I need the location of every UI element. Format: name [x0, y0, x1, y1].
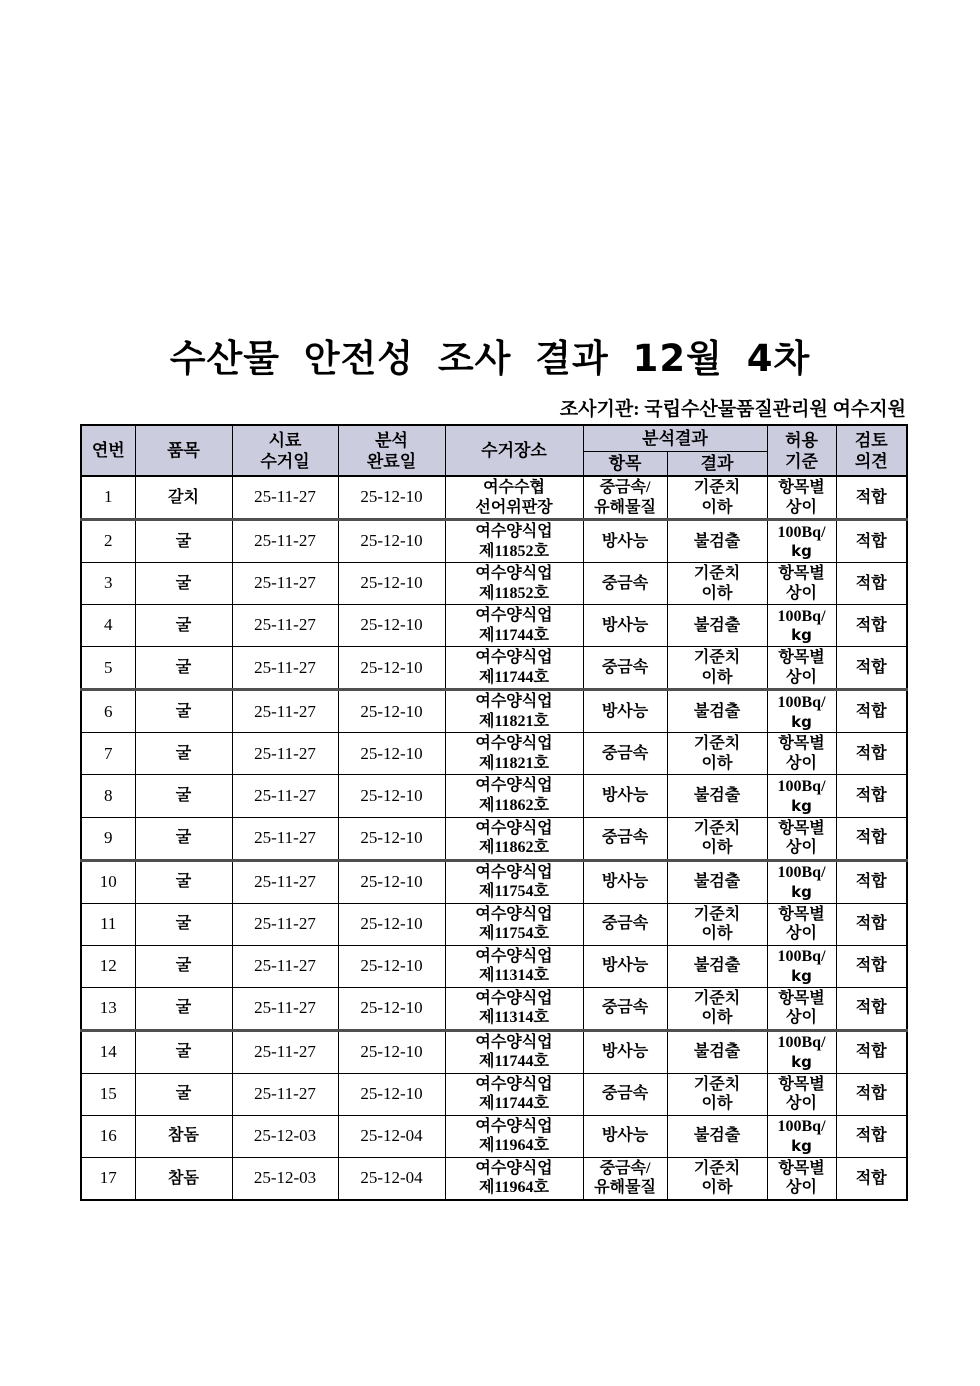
cell-limit: 100Bq/ kg — [767, 605, 836, 647]
cell-sample-date: 25-11-27 — [232, 1073, 338, 1115]
cell-place: 여수양식업 제11852호 — [445, 520, 583, 563]
cell-review: 적합 — [836, 476, 907, 520]
cell-sample-date: 25-11-27 — [232, 903, 338, 945]
cell-analysis-date: 25-12-10 — [338, 647, 445, 690]
cell-analysis-date: 25-12-10 — [338, 563, 445, 605]
col-header-category-label: 항목 — [608, 453, 642, 473]
cell-no: 1 — [81, 476, 135, 520]
cell-review: 적합 — [836, 903, 907, 945]
col-header-result — [667, 451, 767, 476]
cell-place: 여수양식업 제11754호 — [445, 860, 583, 903]
table-row — [81, 987, 907, 1030]
cell-result: 기준치 이하 — [667, 1073, 767, 1115]
table-row — [81, 903, 907, 945]
cell-no: 14 — [81, 1030, 135, 1073]
cell-result: 불검출 — [667, 860, 767, 903]
cell-category: 방사능 — [583, 605, 667, 647]
cell-item: 굴 — [135, 647, 232, 690]
cell-analysis-date: 25-12-04 — [338, 1115, 445, 1157]
table-header — [81, 425, 907, 476]
col-header-limit: 허용 기준 — [767, 425, 836, 476]
cell-place: 여수양식업 제11744호 — [445, 1030, 583, 1073]
cell-analysis-date: 25-12-10 — [338, 987, 445, 1030]
col-header-analysis-result-label: 분석결과 — [642, 428, 708, 448]
cell-item: 참돔 — [135, 1157, 232, 1200]
cell-sample-date: 25-12-03 — [232, 1115, 338, 1157]
cell-analysis-date: 25-12-10 — [338, 520, 445, 563]
cell-category: 중금속 — [583, 1073, 667, 1115]
cell-item: 굴 — [135, 903, 232, 945]
cell-no: 11 — [81, 903, 135, 945]
cell-sample-date: 25-11-27 — [232, 647, 338, 690]
cell-review: 적합 — [836, 775, 907, 817]
cell-sample-date: 25-11-27 — [232, 775, 338, 817]
col-header-item-label: 품목 — [167, 441, 200, 461]
cell-limit: 100Bq/ kg — [767, 690, 836, 733]
cell-analysis-date: 25-12-10 — [338, 476, 445, 520]
cell-sample-date: 25-11-27 — [232, 817, 338, 860]
table-row — [81, 1157, 907, 1200]
cell-no: 7 — [81, 733, 135, 775]
cell-category: 방사능 — [583, 690, 667, 733]
cell-analysis-date: 25-12-10 — [338, 733, 445, 775]
cell-item: 굴 — [135, 987, 232, 1030]
cell-item: 굴 — [135, 860, 232, 903]
cell-no: 17 — [81, 1157, 135, 1200]
cell-category: 방사능 — [583, 860, 667, 903]
cell-result: 불검출 — [667, 690, 767, 733]
cell-limit: 항목별 상이 — [767, 987, 836, 1030]
cell-result: 기준치 이하 — [667, 647, 767, 690]
cell-no: 5 — [81, 647, 135, 690]
cell-place: 여수양식업 제11744호 — [445, 1073, 583, 1115]
col-header-category — [583, 451, 667, 476]
cell-review: 적합 — [836, 520, 907, 563]
cell-review: 적합 — [836, 1073, 907, 1115]
cell-result: 기준치 이하 — [667, 476, 767, 520]
cell-item: 굴 — [135, 690, 232, 733]
cell-sample-date: 25-11-27 — [232, 733, 338, 775]
table-row — [81, 817, 907, 860]
cell-analysis-date: 25-12-10 — [338, 690, 445, 733]
col-header-review: 검토 의견 — [836, 425, 907, 476]
cell-category: 방사능 — [583, 1115, 667, 1157]
table-row — [81, 563, 907, 605]
cell-item: 굴 — [135, 775, 232, 817]
cell-result: 기준치 이하 — [667, 733, 767, 775]
cell-result: 불검출 — [667, 945, 767, 987]
table-row — [81, 1073, 907, 1115]
cell-no: 15 — [81, 1073, 135, 1115]
cell-category: 중금속 — [583, 987, 667, 1030]
cell-result: 불검출 — [667, 605, 767, 647]
cell-limit: 항목별 상이 — [767, 563, 836, 605]
cell-category: 방사능 — [583, 1030, 667, 1073]
cell-no: 16 — [81, 1115, 135, 1157]
cell-item: 갈치 — [135, 476, 232, 520]
cell-sample-date: 25-11-27 — [232, 1030, 338, 1073]
agency-line: 조사기관: 국립수산물품질관리원 여수지원 — [559, 399, 906, 421]
cell-category: 중금속/ 유해물질 — [583, 476, 667, 520]
cell-review: 적합 — [836, 1030, 907, 1073]
cell-limit: 100Bq/ kg — [767, 1030, 836, 1073]
cell-item: 굴 — [135, 1030, 232, 1073]
cell-limit: 100Bq/ kg — [767, 520, 836, 563]
cell-sample-date: 25-11-27 — [232, 945, 338, 987]
table-row — [81, 605, 907, 647]
cell-no: 10 — [81, 860, 135, 903]
col-header-place — [445, 425, 583, 476]
cell-review: 적합 — [836, 987, 907, 1030]
cell-no: 9 — [81, 817, 135, 860]
table-row — [81, 945, 907, 987]
cell-result: 기준치 이하 — [667, 987, 767, 1030]
table-row — [81, 690, 907, 733]
cell-category: 중금속 — [583, 563, 667, 605]
results-table — [80, 424, 908, 1201]
cell-item: 굴 — [135, 945, 232, 987]
cell-place: 여수양식업 제11964호 — [445, 1157, 583, 1200]
cell-no: 4 — [81, 605, 135, 647]
cell-place: 여수양식업 제11821호 — [445, 733, 583, 775]
cell-no: 13 — [81, 987, 135, 1030]
cell-analysis-date: 25-12-10 — [338, 605, 445, 647]
cell-limit: 100Bq/ kg — [767, 775, 836, 817]
cell-place: 여수양식업 제11314호 — [445, 987, 583, 1030]
cell-category: 중금속 — [583, 733, 667, 775]
cell-result: 불검출 — [667, 775, 767, 817]
cell-place: 여수양식업 제11852호 — [445, 563, 583, 605]
table-row — [81, 647, 907, 690]
cell-limit: 항목별 상이 — [767, 1157, 836, 1200]
col-header-analysis-date: 분석 완료일 — [338, 425, 445, 476]
cell-place: 여수양식업 제11744호 — [445, 605, 583, 647]
cell-limit: 100Bq/ kg — [767, 860, 836, 903]
cell-analysis-date: 25-12-10 — [338, 860, 445, 903]
cell-no: 8 — [81, 775, 135, 817]
cell-category: 중금속 — [583, 647, 667, 690]
table-row — [81, 1115, 907, 1157]
cell-result: 기준치 이하 — [667, 563, 767, 605]
cell-place: 여수양식업 제11744호 — [445, 647, 583, 690]
cell-sample-date: 25-11-27 — [232, 520, 338, 563]
col-header-no — [81, 425, 135, 476]
cell-result: 기준치 이하 — [667, 817, 767, 860]
col-header-place-label: 수거장소 — [481, 441, 547, 461]
cell-category: 중금속 — [583, 903, 667, 945]
cell-result: 기준치 이하 — [667, 903, 767, 945]
cell-analysis-date: 25-12-10 — [338, 903, 445, 945]
cell-analysis-date: 25-12-10 — [338, 1030, 445, 1073]
col-header-no-label: 연번 — [91, 441, 125, 461]
cell-analysis-date: 25-12-10 — [338, 775, 445, 817]
cell-item: 굴 — [135, 605, 232, 647]
table-row — [81, 520, 907, 563]
cell-category: 중금속/ 유해물질 — [583, 1157, 667, 1200]
cell-no: 2 — [81, 520, 135, 563]
table-row — [81, 476, 907, 520]
cell-review: 적합 — [836, 733, 907, 775]
cell-limit: 100Bq/ kg — [767, 1115, 836, 1157]
cell-limit: 항목별 상이 — [767, 476, 836, 520]
cell-place: 여수양식업 제11314호 — [445, 945, 583, 987]
cell-sample-date: 25-11-27 — [232, 563, 338, 605]
cell-analysis-date: 25-12-10 — [338, 1073, 445, 1115]
cell-place: 여수양식업 제11754호 — [445, 903, 583, 945]
cell-item: 굴 — [135, 563, 232, 605]
cell-review: 적합 — [836, 1157, 907, 1200]
cell-item: 굴 — [135, 520, 232, 563]
cell-result: 불검출 — [667, 1115, 767, 1157]
table-row — [81, 775, 907, 817]
cell-item: 굴 — [135, 733, 232, 775]
cell-sample-date: 25-11-27 — [232, 987, 338, 1030]
cell-no: 12 — [81, 945, 135, 987]
cell-category: 방사능 — [583, 775, 667, 817]
cell-item: 참돔 — [135, 1115, 232, 1157]
cell-no: 3 — [81, 563, 135, 605]
cell-analysis-date: 25-12-10 — [338, 945, 445, 987]
cell-category: 방사능 — [583, 520, 667, 563]
col-header-sample-date: 시료 수거일 — [232, 425, 338, 476]
cell-limit: 항목별 상이 — [767, 647, 836, 690]
cell-place: 여수양식업 제11862호 — [445, 817, 583, 860]
cell-review: 적합 — [836, 817, 907, 860]
page-title: 수산물 안전성 조사 결과 12월 4차 — [169, 337, 811, 380]
cell-sample-date: 25-11-27 — [232, 605, 338, 647]
table-row — [81, 733, 907, 775]
col-header-analysis-result — [583, 425, 767, 451]
cell-item: 굴 — [135, 817, 232, 860]
cell-sample-date: 25-12-03 — [232, 1157, 338, 1200]
cell-limit: 항목별 상이 — [767, 733, 836, 775]
cell-sample-date: 25-11-27 — [232, 690, 338, 733]
cell-analysis-date: 25-12-10 — [338, 817, 445, 860]
cell-review: 적합 — [836, 860, 907, 903]
cell-result: 기준치 이하 — [667, 1157, 767, 1200]
cell-result: 불검출 — [667, 1030, 767, 1073]
cell-place: 여수양식업 제11862호 — [445, 775, 583, 817]
cell-sample-date: 25-11-27 — [232, 476, 338, 520]
cell-place: 여수수협 선어위판장 — [445, 476, 583, 520]
results-table-body — [81, 476, 907, 1200]
cell-category: 방사능 — [583, 945, 667, 987]
col-header-item — [135, 425, 232, 476]
cell-limit: 항목별 상이 — [767, 1073, 836, 1115]
cell-review: 적합 — [836, 605, 907, 647]
cell-place: 여수양식업 제11964호 — [445, 1115, 583, 1157]
cell-place: 여수양식업 제11821호 — [445, 690, 583, 733]
cell-limit: 항목별 상이 — [767, 903, 836, 945]
cell-item: 굴 — [135, 1073, 232, 1115]
cell-limit: 항목별 상이 — [767, 817, 836, 860]
cell-no: 6 — [81, 690, 135, 733]
cell-review: 적합 — [836, 1115, 907, 1157]
cell-analysis-date: 25-12-04 — [338, 1157, 445, 1200]
cell-result: 불검출 — [667, 520, 767, 563]
table-row — [81, 860, 907, 903]
cell-review: 적합 — [836, 945, 907, 987]
cell-sample-date: 25-11-27 — [232, 860, 338, 903]
cell-limit: 100Bq/ kg — [767, 945, 836, 987]
col-header-result-label: 결과 — [700, 453, 734, 473]
cell-review: 적합 — [836, 563, 907, 605]
cell-category: 중금속 — [583, 817, 667, 860]
cell-review: 적합 — [836, 647, 907, 690]
cell-review: 적합 — [836, 690, 907, 733]
table-row — [81, 1030, 907, 1073]
